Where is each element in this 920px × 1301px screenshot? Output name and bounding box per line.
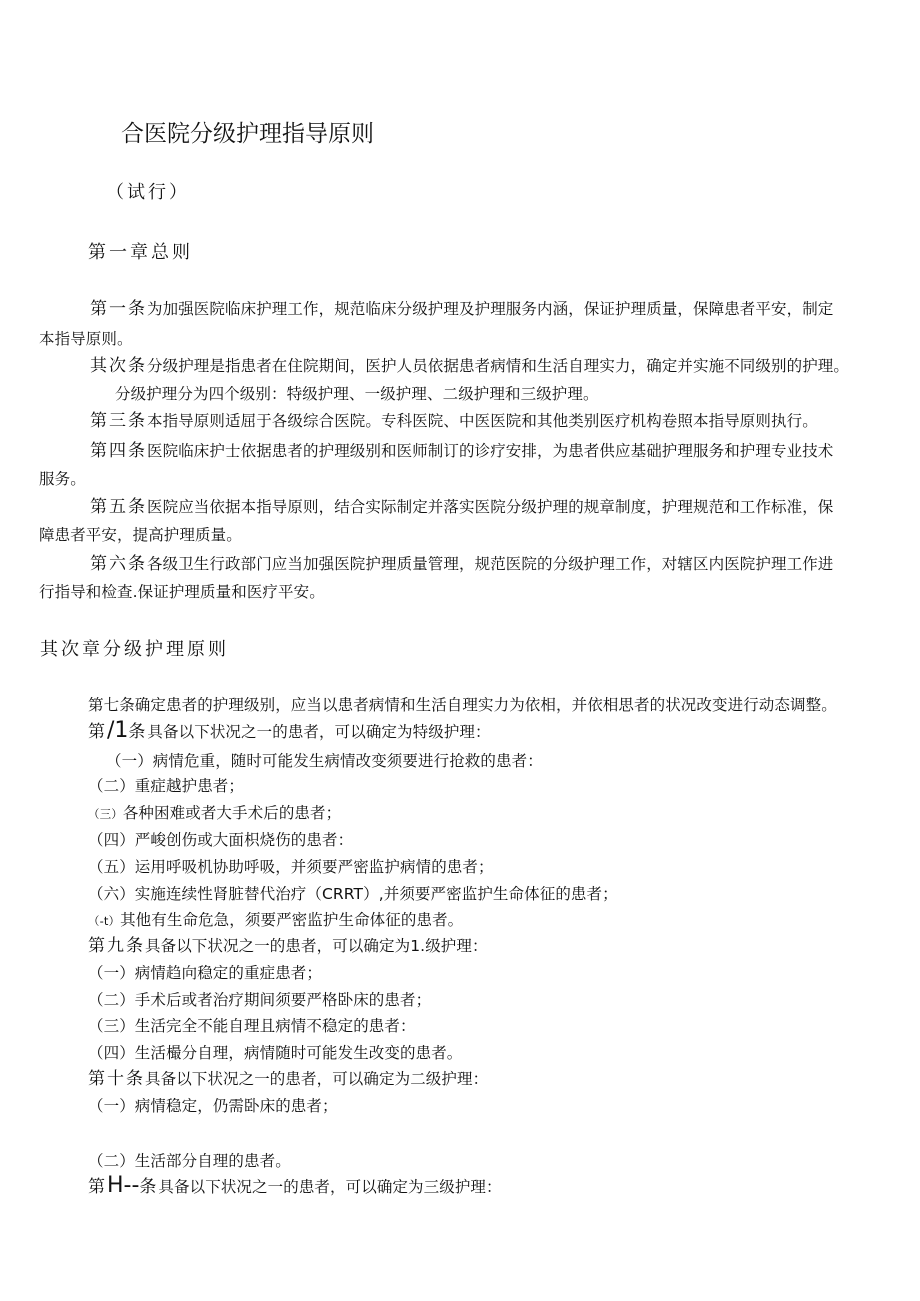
article-10-line [88, 1068, 488, 1090]
article-9-text: 具备以下状况之一的患者，可以确定为1.级护理： [145, 937, 488, 955]
article-6-line-1 [90, 553, 833, 575]
article-6-text: 各级卫生行政部门应当加强医院护理质量管理，规范医院的分级护理工作，对辖区内医院护理工作进 [147, 555, 834, 573]
article-8-item-3-prefix: （三） [88, 807, 123, 821]
chapter-1-heading: 第一章总则 [88, 242, 193, 263]
document-title: 合医院分级护理指导原则 [121, 121, 374, 147]
article-11-label-a: 第 [88, 1177, 107, 1197]
article-11-text: 具备以下状况之一的患者，可以确定为三级护理： [158, 1178, 502, 1196]
article-10-label: 第十条 [88, 1069, 145, 1089]
article-10-item-2: （二）生活部分自理的患者。 [88, 1152, 291, 1170]
article-3-line [90, 410, 818, 432]
article-8-item-7-prefix: （-t） [88, 914, 121, 928]
article-2-sub: 分级护理分为四个级别：特级护理、一级护理、二级护理和三级护理。 [115, 385, 599, 403]
article-10-text: 具备以下状况之一的患者，可以确定为二级护理： [145, 1070, 489, 1088]
article-8-label-c: 条 [128, 722, 148, 742]
article-8-item-3-text: 各种困难或者大手术后的患者； [122, 804, 342, 822]
chapter-2-heading: 其次章分级护理原则 [40, 639, 229, 660]
article-5-label: 第五条 [90, 497, 147, 517]
article-8-item-4: （四）严峻创伤或大面枳烧伤的患者： [88, 831, 354, 849]
article-1-text: 为加强医院临床护理工作，规范临床分级护理及护理服务内涵，保证护理质量，保障患者平安，制定 [147, 300, 834, 318]
article-1-line-2: 本指导原则。 [39, 330, 133, 348]
article-2-label: 其次条 [90, 356, 147, 376]
article-9-label: 第九条 [88, 936, 145, 956]
article-1-line-1 [90, 298, 833, 320]
article-8-item-6: （六）实施连续性肾脏替代治疗（CRRT）,并须要严密监护生命体征的患者； [88, 885, 618, 903]
article-4-line-2: 服务。 [39, 470, 86, 488]
article-8-label-b: /1 [107, 718, 129, 743]
article-4-label: 第四条 [90, 441, 147, 461]
article-8-item-3 [88, 802, 341, 825]
article-11-label-c: 条 [139, 1177, 159, 1197]
article-5-line-1 [90, 496, 833, 518]
article-11-label-b: H-- [107, 1173, 140, 1198]
article-9-item-1: （一）病情趋向稳定的重症患者； [88, 964, 323, 982]
article-10-item-1: （一）病情稳定，仍需卧床的患者； [88, 1097, 338, 1115]
article-8-item-7 [88, 909, 463, 932]
article-9-item-3: （三）生活完全不能自理且病情不稳定的患者： [88, 1017, 416, 1035]
article-8-item-7-text: 其他有生命危急，须要严密监护生命体征的患者。 [120, 911, 464, 929]
article-8-item-2: （二）重症越护患者； [88, 777, 245, 795]
article-11-line [88, 1175, 502, 1198]
article-7-line: 第七条确定患者的护理级别，应当以患者病情和生活自理实力为依相，并依相思者的状况改变进行动态调整。 [88, 696, 837, 714]
article-6-line-2: 行指导和检查.保证护理质量和医疗平安。 [39, 583, 325, 601]
article-8-text: 具备以下状况之一的患者，可以确定为特级护理： [147, 723, 491, 741]
article-5-line-2: 障患者平安，提高护理质量。 [39, 526, 242, 544]
article-4-line-1 [90, 440, 833, 462]
article-6-label: 第六条 [90, 554, 147, 574]
article-3-text: 本指导原则适屈于各级综合医院。专科医院、中医医院和其他类别医疗机构卷照本指导原则执行。 [147, 412, 818, 430]
article-2-line-1 [90, 355, 849, 377]
article-1-label: 第一条 [90, 299, 147, 319]
article-9-line [88, 935, 488, 957]
article-9-item-4: （四）生活樶分自理，病情随时可能发生改变的患者。 [88, 1044, 463, 1062]
article-8-label-a: 第 [88, 722, 107, 742]
article-9-item-2: （二）手术后或者治疗期间须要严格卧床的患者； [88, 991, 432, 1009]
article-4-text: 医院临床护士依据患者的护理级别和医师制订的诊疗安排，为患者供应基础护理服务和护理专业技术 [147, 442, 834, 460]
article-8-item-5: （五）运用呼吸机协助呼吸，并须要严密监护病情的患者； [88, 858, 494, 876]
article-8-item-1: （一）病情危重，随时可能发生病情改变须要进行抢救的患者： [106, 752, 543, 770]
article-3-label: 第三条 [90, 411, 147, 431]
trial-note: （试行） [106, 182, 190, 203]
article-2-text: 分级护理是指患者在住院期间，医护人员依据患者病情和生活自理实力，确定并实施不同级别的护理。 [147, 357, 850, 375]
article-8-line [88, 720, 491, 743]
article-5-text: 医院应当依据本指导原则，结合实际制定并落实医院分级护理的规章制度，护理规范和工作标准，保 [147, 498, 834, 516]
